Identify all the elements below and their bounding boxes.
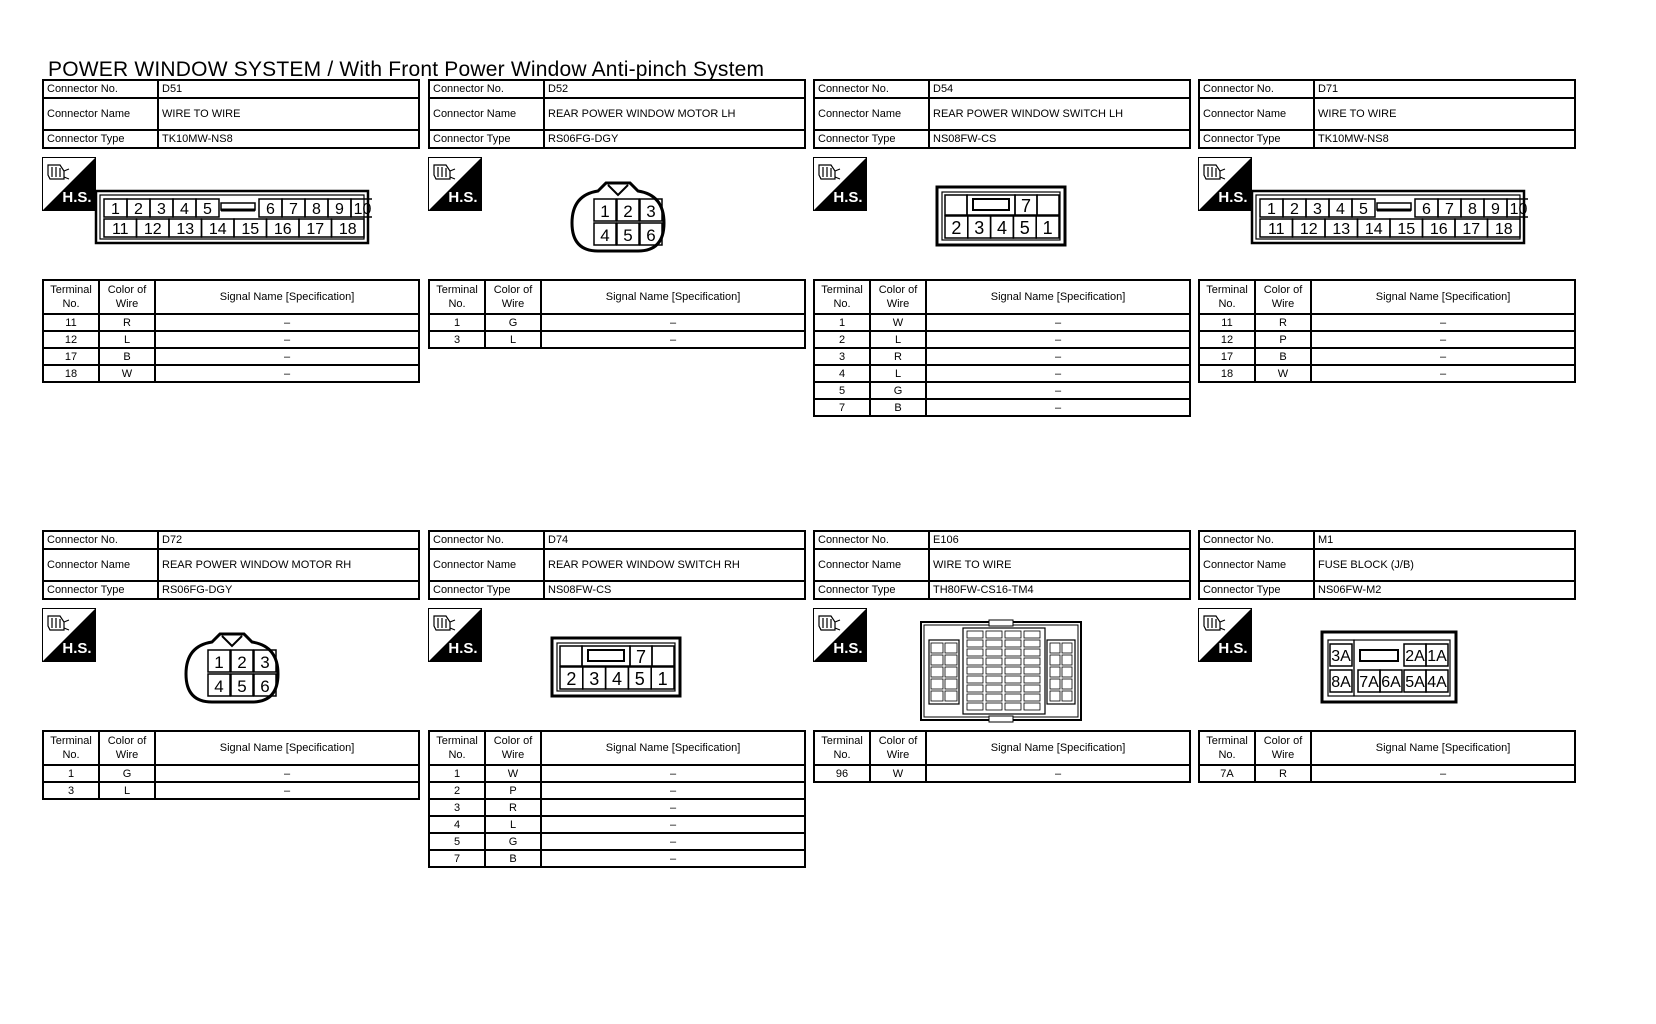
connector-panel-d74 — [428, 530, 806, 865]
harness-side-icon — [42, 608, 96, 662]
signal-name: – — [541, 765, 805, 782]
pin-label: 3 — [974, 218, 985, 238]
signal-name: – — [155, 782, 419, 799]
pin-label: 1 — [1042, 218, 1053, 238]
connector-no-label: Connector No. — [429, 80, 544, 98]
wire-color: R — [870, 348, 926, 365]
signal-name: – — [541, 799, 805, 816]
wire-color: G — [99, 765, 155, 782]
wire-color: L — [870, 365, 926, 382]
wire-color-header: Color of Wire — [99, 280, 155, 314]
connector-face-diagram — [935, 185, 1067, 247]
wire-color: B — [870, 399, 926, 416]
pin-label: 15 — [241, 221, 260, 238]
pin-label: 5A — [1405, 674, 1425, 691]
hs-label: H.S. — [833, 640, 863, 657]
signal-name: – — [541, 816, 805, 833]
harness-side-icon — [1198, 157, 1252, 211]
terminal-table — [813, 279, 1191, 417]
terminal-no-header: Terminal No. — [43, 280, 99, 314]
signal-name-header: Signal Name [Specification] — [926, 280, 1190, 314]
pin-label: 11 — [111, 221, 129, 238]
connector-info-table — [428, 79, 806, 149]
signal-name: – — [926, 331, 1190, 348]
connector-type-value: TK10MW-NS8 — [158, 130, 419, 148]
pin-label: 18 — [1494, 221, 1513, 238]
connector-face-diagram — [1320, 630, 1458, 704]
connector-panel-m1 — [1198, 530, 1576, 780]
table-row — [43, 365, 419, 382]
harness-side-icon — [428, 157, 482, 211]
connector-no-value: D54 — [929, 80, 1190, 98]
terminal-no: 3 — [43, 782, 99, 799]
pin-label: 4 — [611, 669, 623, 689]
wire-color-header: Color of Wire — [870, 280, 926, 314]
pin-label: 2 — [1290, 201, 1299, 218]
harness-side-icon — [428, 608, 482, 662]
table-row — [814, 331, 1190, 348]
terminal-no-header: Terminal No. — [814, 280, 870, 314]
connector-face-diagram — [919, 618, 1083, 724]
table-row — [429, 331, 805, 348]
connector-face-diagram — [94, 187, 372, 247]
pin-label: 17 — [1462, 221, 1481, 238]
connector-type-label: Connector Type — [429, 581, 544, 599]
table-row — [429, 765, 805, 782]
wire-color: P — [1255, 331, 1311, 348]
connector-type-value: RS06FG-DGY — [158, 581, 419, 599]
signal-name-header: Signal Name [Specification] — [155, 731, 419, 765]
harness-side-icon — [813, 608, 867, 662]
terminal-no: 3 — [429, 799, 485, 816]
connector-type-label: Connector Type — [814, 581, 929, 599]
signal-name: – — [1311, 765, 1575, 782]
connector-panel-d71 — [1198, 79, 1576, 380]
connector-no-value: D52 — [544, 80, 805, 98]
signal-name: – — [1311, 314, 1575, 331]
signal-name: – — [1311, 331, 1575, 348]
signal-name: – — [541, 850, 805, 867]
connector-no-label: Connector No. — [43, 80, 158, 98]
pin-label: 2A — [1405, 648, 1425, 665]
connector-type-value: NS06FW-M2 — [1314, 581, 1575, 599]
wire-color-header: Color of Wire — [99, 731, 155, 765]
table-row — [814, 348, 1190, 365]
pin-label: 10 — [353, 201, 372, 218]
connector-name-label: Connector Name — [814, 98, 929, 130]
wire-color: W — [870, 765, 926, 782]
pin-label: 2 — [237, 653, 247, 672]
pin-label: 3 — [260, 653, 270, 672]
terminal-no: 5 — [429, 833, 485, 850]
terminal-no: 7 — [814, 399, 870, 416]
terminal-no: 18 — [43, 365, 99, 382]
terminal-table — [428, 730, 806, 868]
pin-label: 12 — [1299, 221, 1318, 238]
connector-no-value: M1 — [1314, 531, 1575, 549]
connector-info-table — [42, 79, 420, 149]
connector-name-label: Connector Name — [43, 98, 158, 130]
hs-label: H.S. — [448, 189, 478, 206]
connector-name-label: Connector Name — [814, 549, 929, 581]
table-row — [43, 782, 419, 799]
wire-color: G — [870, 382, 926, 399]
wire-color: W — [99, 365, 155, 382]
signal-name: – — [541, 782, 805, 799]
table-row — [814, 365, 1190, 382]
connector-name-value: REAR POWER WINDOW SWITCH LH — [929, 98, 1190, 130]
terminal-no: 2 — [814, 331, 870, 348]
pin-label: 18 — [338, 221, 357, 238]
terminal-table — [42, 730, 420, 800]
connector-type-value: NS08FW-CS — [929, 130, 1190, 148]
pin-label: 3 — [589, 669, 600, 689]
pin-label: 17 — [306, 221, 325, 238]
connector-no-label: Connector No. — [429, 531, 544, 549]
pin-label: 14 — [1364, 221, 1383, 238]
connector-type-label: Connector Type — [43, 130, 158, 148]
connector-face-diagram — [182, 630, 282, 706]
signal-name: – — [155, 348, 419, 365]
signal-name: – — [541, 833, 805, 850]
terminal-no-header: Terminal No. — [814, 731, 870, 765]
connector-name-value: WIRE TO WIRE — [158, 98, 419, 130]
pin-label: 1 — [600, 202, 610, 221]
table-row — [1199, 365, 1575, 382]
pin-label: 9 — [1491, 201, 1500, 218]
connector-type-value: RS06FG-DGY — [544, 130, 805, 148]
table-row — [814, 382, 1190, 399]
wire-color-header: Color of Wire — [485, 731, 541, 765]
terminal-no: 11 — [1199, 314, 1255, 331]
terminal-no-header: Terminal No. — [43, 731, 99, 765]
hs-label: H.S. — [62, 189, 92, 206]
pin-label: 5 — [1019, 218, 1030, 238]
wire-color: W — [870, 314, 926, 331]
table-row — [429, 816, 805, 833]
pin-label: 4 — [996, 218, 1008, 238]
terminal-no: 3 — [814, 348, 870, 365]
terminal-no: 17 — [1199, 348, 1255, 365]
table-row — [814, 399, 1190, 416]
wire-color-header: Color of Wire — [870, 731, 926, 765]
pin-label: 7A — [1359, 674, 1379, 691]
connector-panel-d72 — [42, 530, 420, 797]
terminal-no: 1 — [43, 765, 99, 782]
pin-label: 1 — [111, 201, 120, 218]
connector-no-label: Connector No. — [814, 80, 929, 98]
pin-label: 3 — [1313, 201, 1322, 218]
connector-no-value: D71 — [1314, 80, 1575, 98]
signal-name: – — [926, 365, 1190, 382]
wire-color: W — [1255, 365, 1311, 382]
table-row — [1199, 314, 1575, 331]
hs-label: H.S. — [62, 640, 92, 657]
wire-color: B — [485, 850, 541, 867]
connector-face-diagram — [550, 636, 682, 698]
terminal-no: 17 — [43, 348, 99, 365]
connector-info-table — [1198, 530, 1576, 600]
terminal-no: 7A — [1199, 765, 1255, 782]
terminal-no: 1 — [429, 314, 485, 331]
table-row — [1199, 331, 1575, 348]
wire-color: L — [99, 782, 155, 799]
table-row — [429, 314, 805, 331]
harness-side-icon — [1198, 608, 1252, 662]
signal-name-header: Signal Name [Specification] — [1311, 731, 1575, 765]
pin-label: 4 — [180, 201, 189, 218]
pin-label: 6 — [646, 226, 656, 245]
pin-label: 10 — [1509, 201, 1528, 218]
pin-label: 5 — [623, 226, 633, 245]
signal-name: – — [541, 314, 805, 331]
table-row — [43, 331, 419, 348]
hs-label: H.S. — [448, 640, 478, 657]
connector-type-label: Connector Type — [1199, 581, 1314, 599]
connector-name-value: WIRE TO WIRE — [929, 549, 1190, 581]
pin-label: 3 — [646, 202, 656, 221]
wire-color: W — [485, 765, 541, 782]
connector-type-value: TH80FW-CS16-TM4 — [929, 581, 1190, 599]
terminal-table — [1198, 730, 1576, 783]
signal-name: – — [926, 399, 1190, 416]
connector-info-table — [1198, 79, 1576, 149]
pin-label: 1 — [657, 669, 668, 689]
pin-label: 7 — [1020, 196, 1032, 216]
signal-name: – — [926, 765, 1190, 782]
signal-name: – — [1311, 348, 1575, 365]
table-row — [429, 850, 805, 867]
table-row — [43, 314, 419, 331]
table-row — [1199, 348, 1575, 365]
wire-color: L — [485, 816, 541, 833]
pin-label: 2 — [623, 202, 633, 221]
wire-color: B — [99, 348, 155, 365]
terminal-no: 4 — [429, 816, 485, 833]
connector-info-table — [428, 530, 806, 600]
terminal-table — [813, 730, 1191, 783]
connector-face-diagram — [1250, 187, 1528, 247]
pin-label: 3A — [1331, 648, 1351, 665]
signal-name: – — [155, 765, 419, 782]
signal-name-header: Signal Name [Specification] — [155, 280, 419, 314]
wire-color: B — [1255, 348, 1311, 365]
table-row — [43, 765, 419, 782]
wire-color-header: Color of Wire — [1255, 280, 1311, 314]
connector-name-label: Connector Name — [1199, 98, 1314, 130]
connector-no-value: D74 — [544, 531, 805, 549]
pin-label: 7 — [289, 201, 298, 218]
hs-label: H.S. — [833, 189, 863, 206]
terminal-no: 3 — [429, 331, 485, 348]
connector-no-label: Connector No. — [814, 531, 929, 549]
wire-color: P — [485, 782, 541, 799]
terminal-no: 12 — [1199, 331, 1255, 348]
connector-no-value: D51 — [158, 80, 419, 98]
pin-label: 5 — [237, 677, 247, 696]
terminal-table — [42, 279, 420, 383]
pin-label: 8A — [1331, 674, 1351, 691]
pin-label: 4 — [214, 677, 224, 696]
pin-label: 4 — [1336, 201, 1345, 218]
pin-label: 7 — [1445, 201, 1454, 218]
table-row — [429, 799, 805, 816]
wire-color: L — [870, 331, 926, 348]
terminal-no: 11 — [43, 314, 99, 331]
table-row — [429, 782, 805, 799]
terminal-no: 2 — [429, 782, 485, 799]
pin-label: 5 — [203, 201, 212, 218]
connector-no-label: Connector No. — [1199, 531, 1314, 549]
pin-label: 15 — [1397, 221, 1416, 238]
pin-label: 1A — [1427, 648, 1447, 665]
signal-name: – — [155, 331, 419, 348]
connector-name-value: REAR POWER WINDOW MOTOR RH — [158, 549, 419, 581]
connector-no-value: D72 — [158, 531, 419, 549]
terminal-no-header: Terminal No. — [429, 280, 485, 314]
signal-name: – — [155, 314, 419, 331]
terminal-no: 96 — [814, 765, 870, 782]
signal-name: – — [1311, 365, 1575, 382]
terminal-no: 12 — [43, 331, 99, 348]
pin-label: 2 — [134, 201, 143, 218]
wire-color: R — [99, 314, 155, 331]
pin-label: 14 — [208, 221, 227, 238]
table-row — [814, 314, 1190, 331]
connector-type-label: Connector Type — [814, 130, 929, 148]
connector-name-value: REAR POWER WINDOW SWITCH RH — [544, 549, 805, 581]
connector-info-table — [813, 79, 1191, 149]
connector-name-value: FUSE BLOCK (J/B) — [1314, 549, 1575, 581]
signal-name-header: Signal Name [Specification] — [541, 731, 805, 765]
terminal-no-header: Terminal No. — [429, 731, 485, 765]
connector-name-label: Connector Name — [1199, 549, 1314, 581]
table-row — [1199, 765, 1575, 782]
page-title: POWER WINDOW SYSTEM / With Front Power Window Anti-pinch System — [48, 58, 765, 81]
pin-label: 13 — [176, 221, 195, 238]
wire-color: G — [485, 314, 541, 331]
connector-panel-e106 — [813, 530, 1191, 780]
table-row — [429, 833, 805, 850]
pin-label: 6 — [260, 677, 270, 696]
pin-label: 2 — [566, 669, 577, 689]
wire-color: R — [485, 799, 541, 816]
terminal-table — [1198, 279, 1576, 383]
connector-type-label: Connector Type — [429, 130, 544, 148]
connector-panel-d54 — [813, 79, 1191, 414]
wire-color-header: Color of Wire — [1255, 731, 1311, 765]
pin-label: 6 — [266, 201, 275, 218]
connector-type-value: NS08FW-CS — [544, 581, 805, 599]
connector-info-table — [42, 530, 420, 600]
pin-label: 13 — [1332, 221, 1351, 238]
table-row — [43, 348, 419, 365]
hs-label: H.S. — [1218, 640, 1248, 657]
wire-color: L — [485, 331, 541, 348]
connector-type-value: TK10MW-NS8 — [1314, 130, 1575, 148]
signal-name: – — [926, 382, 1190, 399]
signal-name: – — [926, 348, 1190, 365]
connector-name-label: Connector Name — [43, 549, 158, 581]
signal-name-header: Signal Name [Specification] — [926, 731, 1190, 765]
wire-color-header: Color of Wire — [485, 280, 541, 314]
pin-label: 6 — [1422, 201, 1431, 218]
pin-label: 11 — [1267, 221, 1285, 238]
signal-name-header: Signal Name [Specification] — [541, 280, 805, 314]
signal-name: – — [155, 365, 419, 382]
signal-name: – — [926, 314, 1190, 331]
connector-no-label: Connector No. — [1199, 80, 1314, 98]
pin-label: 5 — [1359, 201, 1368, 218]
connector-name-label: Connector Name — [429, 549, 544, 581]
pin-label: 7 — [635, 647, 647, 667]
pin-label: 6A — [1381, 674, 1401, 691]
pin-label: 9 — [335, 201, 344, 218]
connector-name-label: Connector Name — [429, 98, 544, 130]
wire-color: R — [1255, 765, 1311, 782]
pin-label: 3 — [157, 201, 166, 218]
pin-label: 1 — [1267, 201, 1276, 218]
terminal-no: 18 — [1199, 365, 1255, 382]
connector-name-value: WIRE TO WIRE — [1314, 98, 1575, 130]
signal-name-header: Signal Name [Specification] — [1311, 280, 1575, 314]
connector-no-value: E106 — [929, 531, 1190, 549]
connector-panel-d52 — [428, 79, 806, 346]
hs-label: H.S. — [1218, 189, 1248, 206]
pin-label: 4 — [600, 226, 610, 245]
terminal-no: 5 — [814, 382, 870, 399]
pin-label: 8 — [1468, 201, 1477, 218]
pin-label: 4A — [1427, 674, 1447, 691]
terminal-no: 1 — [429, 765, 485, 782]
pin-label: 2 — [951, 218, 962, 238]
terminal-no: 7 — [429, 850, 485, 867]
table-row — [814, 765, 1190, 782]
signal-name: – — [541, 331, 805, 348]
pin-label: 16 — [1429, 221, 1448, 238]
terminal-no: 1 — [814, 314, 870, 331]
wire-color: G — [485, 833, 541, 850]
wire-color: R — [1255, 314, 1311, 331]
pin-label: 1 — [214, 653, 224, 672]
connector-name-value: REAR POWER WINDOW MOTOR LH — [544, 98, 805, 130]
terminal-table — [428, 279, 806, 349]
connector-type-label: Connector Type — [1199, 130, 1314, 148]
harness-side-icon — [813, 157, 867, 211]
terminal-no: 4 — [814, 365, 870, 382]
connector-face-diagram — [568, 179, 668, 255]
connector-info-table — [813, 530, 1191, 600]
terminal-no-header: Terminal No. — [1199, 280, 1255, 314]
pin-label: 5 — [634, 669, 645, 689]
pin-label: 8 — [312, 201, 321, 218]
connector-type-label: Connector Type — [43, 581, 158, 599]
terminal-no-header: Terminal No. — [1199, 731, 1255, 765]
connector-panel-d51 — [42, 79, 420, 380]
wire-color: L — [99, 331, 155, 348]
pin-label: 16 — [273, 221, 292, 238]
harness-side-icon — [42, 157, 96, 211]
pin-label: 12 — [143, 221, 162, 238]
connector-no-label: Connector No. — [43, 531, 158, 549]
